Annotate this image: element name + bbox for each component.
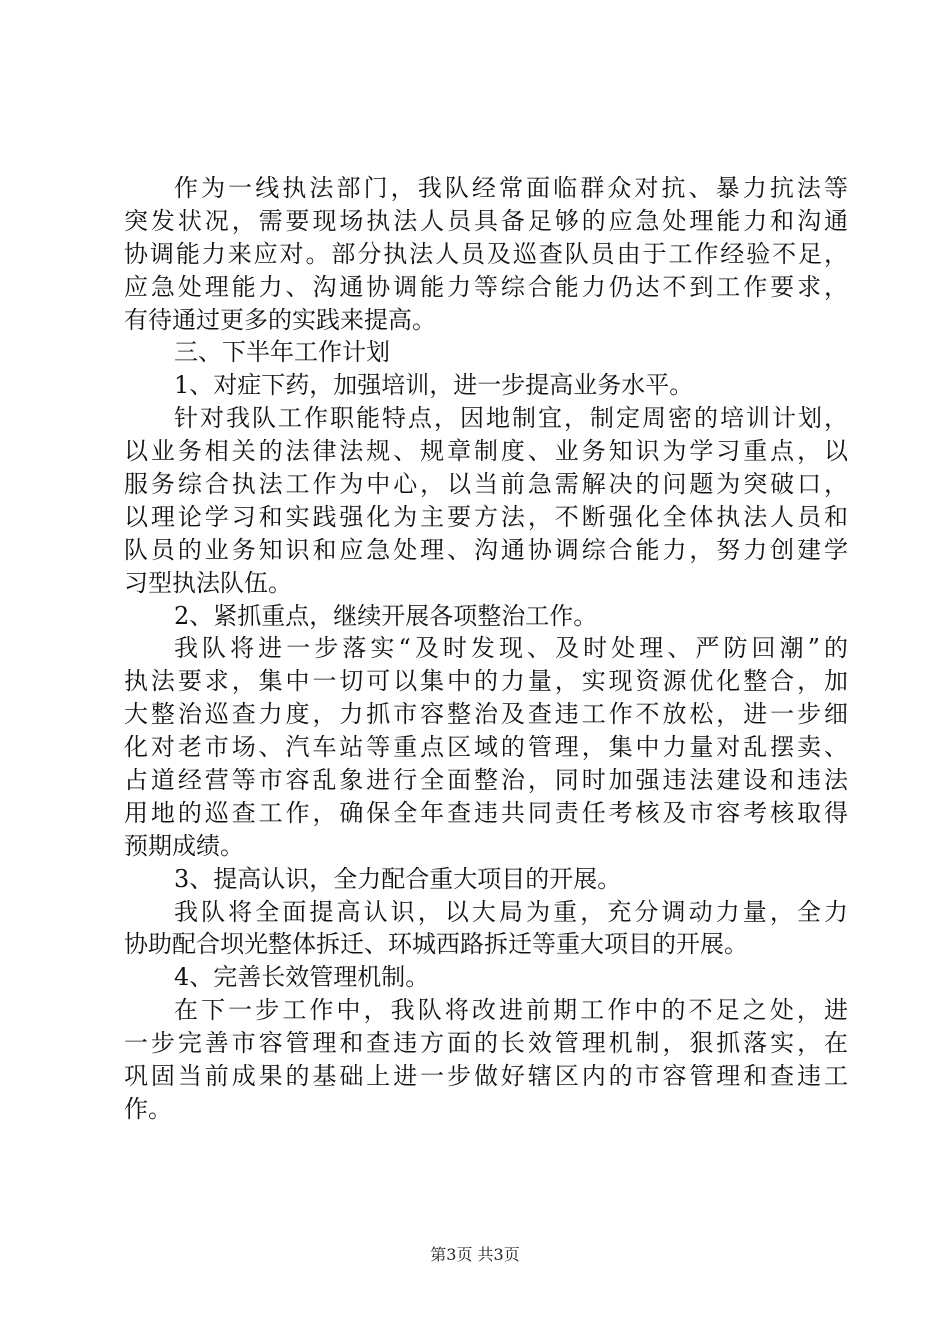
subsection-heading: 2、紧抓重点，继续开展各项整治工作。 (174, 601, 598, 630)
document-body (124, 172, 848, 1126)
text-line: 我队将进一步落实“及时发现、及时处理、严防回潮”的 (174, 634, 848, 663)
text-line: 用地的巡查工作，确保全年查违共同责任考核及市容考核取得 (124, 798, 848, 827)
text-line: 习型执法队伍。 (124, 568, 292, 597)
subsection-heading: 4、完善长效管理机制。 (174, 963, 430, 992)
text-line: 在下一步工作中，我队将改进前期工作中的不足之处，进 (174, 996, 848, 1025)
text-line: 作为一线执法部门，我队经常面临群众对抗、暴力抗法等 (174, 174, 848, 202)
text-line: 占道经营等市容乱象进行全面整治，同时加强违法建设和违法 (124, 766, 848, 795)
text-line: 协助配合坝光整体拆迁、环城西路拆迁等重大项目的开展。 (124, 930, 748, 959)
page-footer: 第3页 共3页 (430, 1245, 520, 1264)
text-line: 大整治巡查力度，力抓市容整治及查违工作不放松，进一步细 (124, 700, 848, 729)
text-line: 以业务相关的法律法规、规章制度、业务知识为学习重点，以 (124, 437, 848, 466)
text-line: 巩固当前成果的基础上进一步做好辖区内的市容管理和查违工 (124, 1062, 848, 1091)
text-line: 执法要求，集中一切可以集中的力量，实现资源优化整合，加 (124, 667, 848, 696)
text-line: 预期成绩。 (124, 831, 244, 860)
text-line: 针对我队工作职能特点，因地制宜，制定周密的培训计划， (174, 404, 848, 433)
text-line: 有待通过更多的实践来提高。 (124, 305, 436, 334)
section-heading: 三、下半年工作计划 (174, 338, 390, 367)
subsection-heading: 3、提高认识，全力配合重大项目的开展。 (174, 864, 622, 893)
text-line: 我队将全面提高认识，以大局为重，充分调动力量，全力 (174, 897, 848, 926)
text-line: 突发状况，需要现场执法人员具备足够的应急处理能力和沟通 (124, 206, 848, 235)
text-line: 队员的业务知识和应急处理、沟通协调综合能力，努力创建学 (124, 535, 848, 564)
text-line: 化对老市场、汽车站等重点区域的管理，集中力量对乱摆卖、 (124, 733, 848, 762)
subsection-heading: 1、对症下药，加强培训，进一步提高业务水平。 (174, 371, 694, 400)
text-line: 协调能力来应对。部分执法人员及巡查队员由于工作经验不足， (124, 239, 848, 268)
text-line: 服务综合执法工作为中心，以当前急需解决的问题为突破口， (124, 470, 848, 499)
text-line: 作。 (124, 1094, 172, 1123)
text-line: 以理论学习和实践强化为主要方法，不断强化全体执法人员和 (124, 502, 848, 531)
text-line: 一步完善市容管理和查违方面的长效管理机制，狠抓落实，在 (124, 1029, 848, 1058)
text-line: 应急处理能力、沟通协调能力等综合能力仍达不到工作要求， (124, 272, 848, 301)
